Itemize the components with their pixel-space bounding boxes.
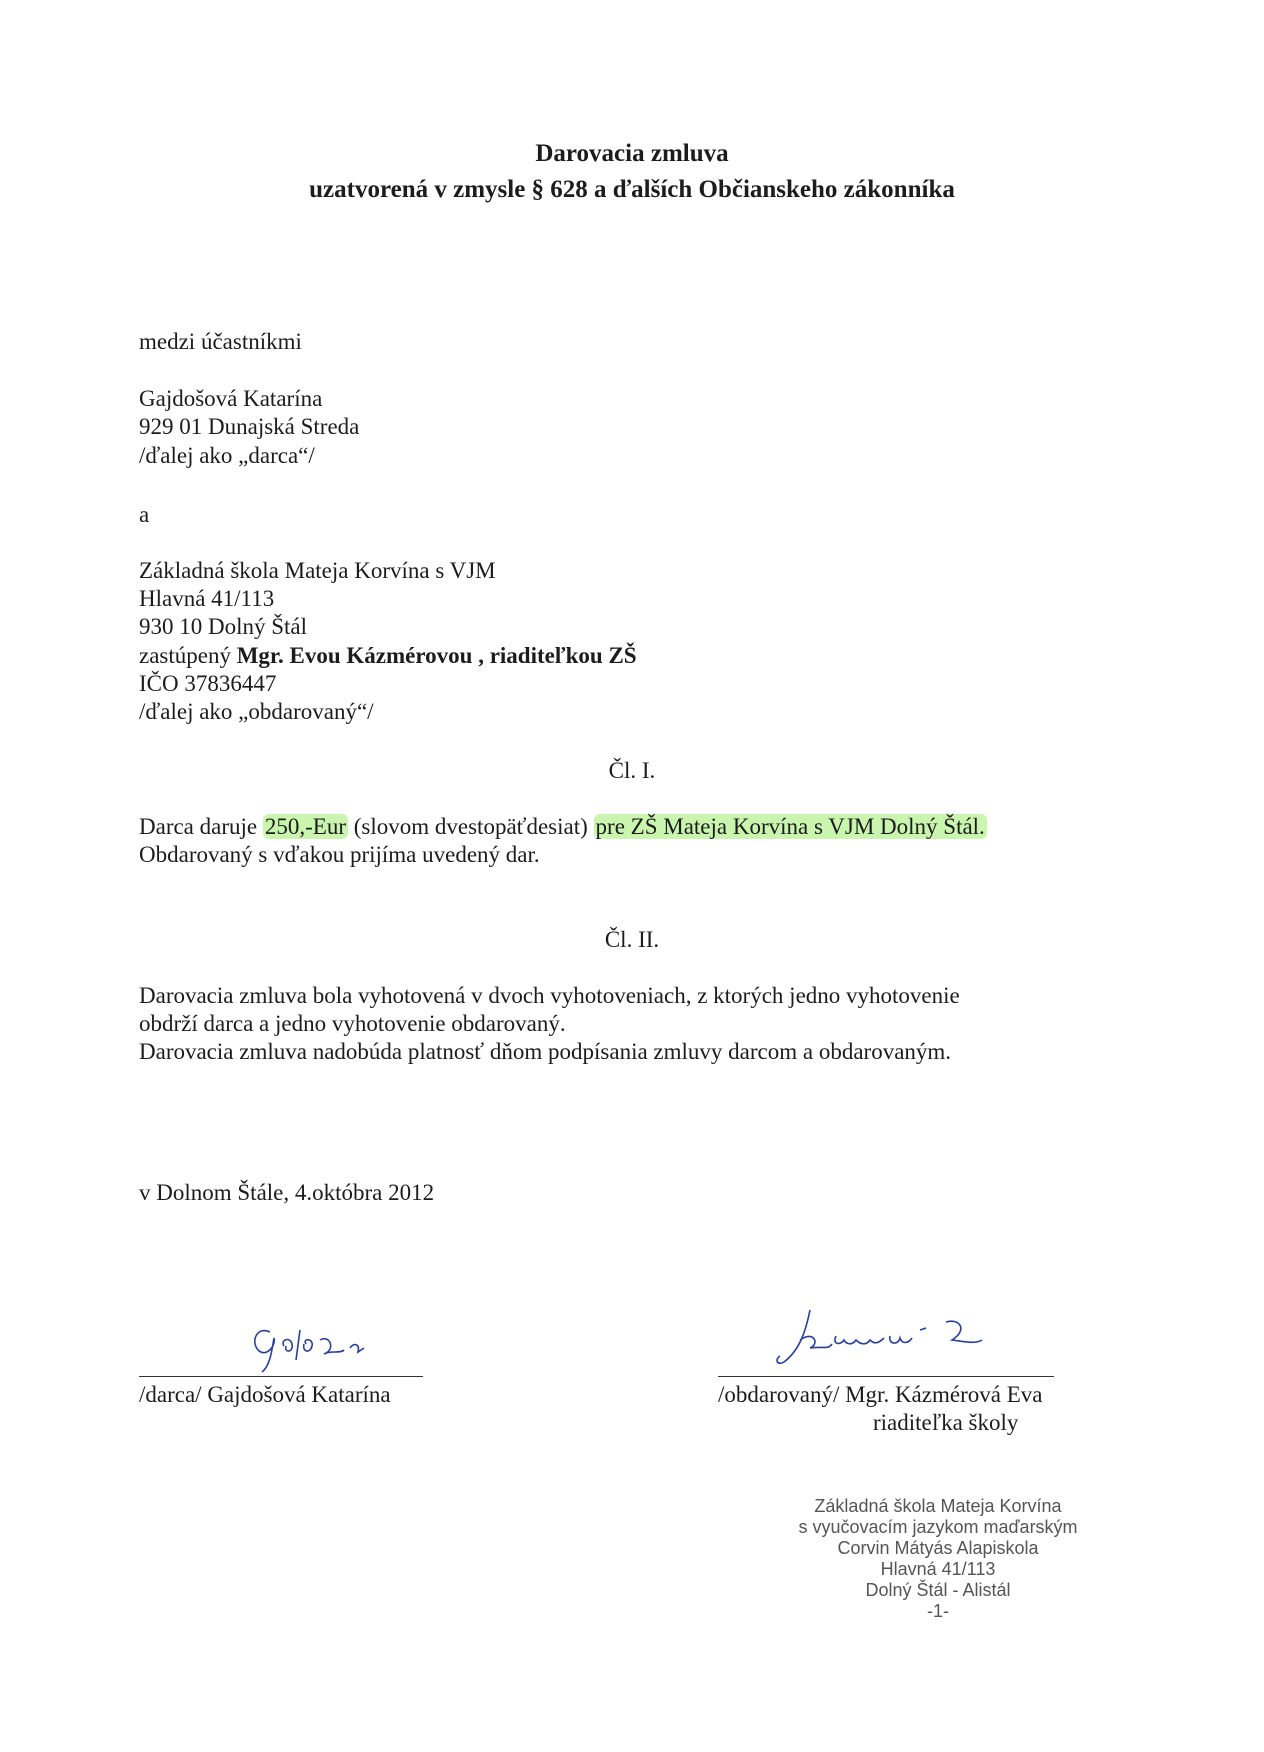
recipient-street: Hlavná 41/113	[139, 586, 275, 611]
article1-text-b: (slovom dvestopäťdesiat)	[353, 814, 588, 839]
stamp-line3: Corvin Mátyás Alapiskola	[837, 1538, 1039, 1558]
article1-line1	[139, 812, 987, 841]
article2-line3: Darovacia zmluva nadobúda platnosť dňom podpísania zmluvy darcom a obdarovaným.	[139, 1039, 952, 1064]
representative-name: Mgr. Evou Kázmérovou , riaditeľkou ZŠ	[236, 643, 637, 668]
recipient-representation	[139, 641, 637, 670]
document-title: Darovacia zmluva	[535, 140, 729, 167]
donor-signature-line	[139, 1376, 423, 1377]
stamp-line2: s vyučovacím jazykom maďarským	[798, 1517, 1078, 1537]
donor-address: 929 01 Dunajská Streda	[139, 414, 360, 439]
recipient-signature	[770, 1300, 1020, 1380]
donor-signature	[240, 1310, 400, 1380]
conjunction: a	[139, 502, 150, 527]
stamp-line4: Hlavná 41/113	[880, 1559, 996, 1579]
recipient-city: 930 10 Dolný Štál	[139, 614, 308, 639]
stamp-line1: Základná škola Mateja Korvína	[814, 1496, 1062, 1516]
article1-heading: Čl. I.	[608, 758, 656, 783]
recipient-name: Základná škola Mateja Korvína s VJM	[139, 558, 496, 583]
donor-name: Gajdošová Katarína	[139, 386, 323, 411]
article2-line2: obdrží darca a jedno vyhotovenie obdarovaný.	[139, 1011, 566, 1036]
article2-line1: Darovacia zmluva bola vyhotovená v dvoch vyhotoveniach, z ktorých jedno vyhotovenie	[139, 983, 960, 1008]
represented-prefix: zastúpený	[139, 643, 231, 668]
donor-caption: /darca/ Gajdošová Katarína	[139, 1382, 391, 1407]
recipient-role-caption: riaditeľka školy	[873, 1410, 1019, 1435]
recipient-ico: IČO 37836447	[139, 671, 277, 696]
school-stamp	[778, 1496, 1098, 1622]
place-date: v Dolnom Štále, 4.októbra 2012	[139, 1180, 435, 1205]
page-number: -1-	[927, 1601, 949, 1621]
recipient-caption: /obdarovaný/ Mgr. Kázmérová Eva	[718, 1382, 1043, 1407]
document-subtitle: uzatvorená v zmysle § 628 a ďalších Občianskeho zákonníka	[309, 176, 955, 203]
article1-line2: Obdarovaný s vďakou prijíma uvedený dar.	[139, 842, 540, 867]
article2-heading: Čl. II.	[604, 927, 660, 952]
donor-role: /ďalej ako „darca“/	[139, 443, 315, 468]
article1-text-a: Darca daruje	[139, 814, 258, 839]
stamp-line5: Dolný Štál - Alistál	[865, 1580, 1011, 1600]
parties-intro: medzi účastníkmi	[139, 329, 302, 354]
recipient-role: /ďalej ako „obdarovaný“/	[139, 699, 374, 724]
article1-text-c: pre ZŠ Mateja Korvína s VJM Dolný Štál.	[595, 814, 985, 839]
recipient-signature-line	[718, 1376, 1054, 1377]
donation-amount: 250,-Eur	[264, 814, 346, 839]
